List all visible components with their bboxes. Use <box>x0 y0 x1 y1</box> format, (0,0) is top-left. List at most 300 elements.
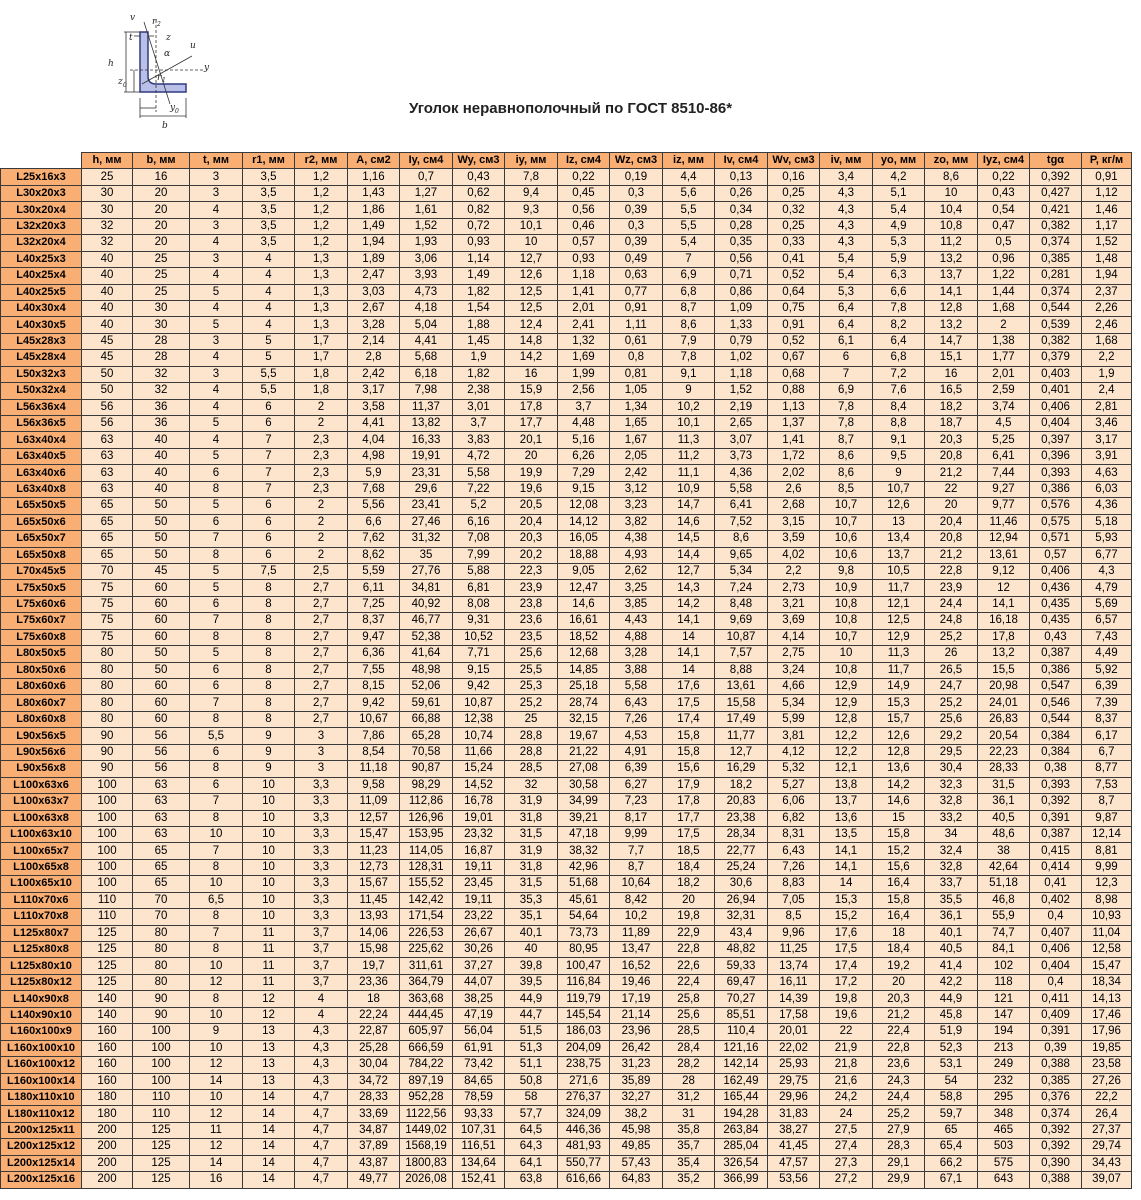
table-cell: 55,9 <box>978 909 1030 925</box>
table-cell: 1,3 <box>295 300 348 316</box>
table-row <box>1 218 1132 234</box>
row-label-cell: L100x65x10 <box>1 876 82 892</box>
table-cell: 9,69 <box>715 613 768 629</box>
row-label-cell: L80x50x5 <box>1 646 82 662</box>
table-cell: 12,9 <box>873 629 925 645</box>
table-cell: 17,7 <box>663 810 715 826</box>
column-header: Iy, см4 <box>400 153 453 169</box>
table-cell: 40,92 <box>400 596 453 612</box>
table-cell: 2,62 <box>610 563 663 579</box>
table-cell: 6,6 <box>348 514 400 530</box>
table-cell: 13,82 <box>400 416 453 432</box>
table-cell: 14 <box>243 1155 295 1171</box>
table-cell: 0,281 <box>1030 268 1082 284</box>
table-cell: 3,73 <box>715 448 768 464</box>
table-cell: 3,7 <box>295 925 348 941</box>
table-cell: 1,8 <box>295 366 348 382</box>
table-cell: 17,7 <box>505 416 558 432</box>
table-cell: 18,88 <box>558 547 610 563</box>
table-cell: 0,392 <box>1030 1139 1082 1155</box>
table-cell: 19,11 <box>453 859 505 875</box>
table-cell: 10,5 <box>873 563 925 579</box>
table-cell: 8,7 <box>820 432 873 448</box>
row-label-cell: L40x30x5 <box>1 317 82 333</box>
table-cell: 0,52 <box>768 268 820 284</box>
table-cell: 63 <box>82 481 133 497</box>
table-cell: 3 <box>295 761 348 777</box>
table-cell: 8,6 <box>663 317 715 333</box>
table-cell: 10,6 <box>820 531 873 547</box>
table-cell: 38,2 <box>610 1106 663 1122</box>
table-cell: 2,81 <box>1082 399 1132 415</box>
table-row <box>1 1172 1132 1188</box>
table-cell: 0,393 <box>1030 465 1082 481</box>
table-cell: 0,28 <box>715 218 768 234</box>
table-row <box>1 629 1132 645</box>
table-cell: 0,392 <box>1030 169 1082 185</box>
table-cell: 3,7 <box>295 942 348 958</box>
table-cell: 60 <box>133 613 190 629</box>
table-cell: 3,3 <box>295 909 348 925</box>
table-row <box>1 1024 1132 1040</box>
table-cell: 25 <box>133 268 190 284</box>
table-cell: 112,86 <box>400 794 453 810</box>
column-header: A, см2 <box>348 153 400 169</box>
table-row <box>1 1040 1132 1056</box>
table-cell: 74,7 <box>978 925 1030 941</box>
row-label-cell: L110x70x8 <box>1 909 82 925</box>
table-cell: 10 <box>243 810 295 826</box>
label-y0: y <box>170 103 176 113</box>
table-cell: 9 <box>873 465 925 481</box>
table-cell: 9,42 <box>453 679 505 695</box>
table-cell: 1,52 <box>715 383 768 399</box>
table-cell: 0,34 <box>715 202 768 218</box>
table-cell: 13,2 <box>978 646 1030 662</box>
table-cell: 10,8 <box>820 662 873 678</box>
table-cell: 3,3 <box>295 892 348 908</box>
table-cell: 11,7 <box>873 662 925 678</box>
table-cell: 14 <box>190 1073 243 1089</box>
table-cell: 2,19 <box>715 399 768 415</box>
table-cell: 5,88 <box>453 563 505 579</box>
table-cell: 17,58 <box>768 1007 820 1023</box>
table-cell: 65 <box>133 876 190 892</box>
table-cell: 20 <box>133 185 190 201</box>
table-cell: 13,6 <box>820 810 873 826</box>
table-cell: 100 <box>133 1040 190 1056</box>
table-cell: 20,4 <box>505 514 558 530</box>
table-cell: 3,83 <box>453 432 505 448</box>
table-cell: 10,87 <box>453 695 505 711</box>
table-cell: 29,6 <box>400 481 453 497</box>
table-cell: 12,14 <box>1082 826 1132 842</box>
table-cell: 60 <box>133 695 190 711</box>
table-cell: 3,85 <box>610 596 663 612</box>
table-cell: 29,9 <box>873 1172 925 1188</box>
table-row <box>1 711 1132 727</box>
table-cell: 4,3 <box>820 202 873 218</box>
table-cell: 4,53 <box>610 728 663 744</box>
table-cell: 4,9 <box>873 218 925 234</box>
row-label-cell: L200x125x16 <box>1 1172 82 1188</box>
table-cell: 14,52 <box>453 777 505 793</box>
table-cell: 40,1 <box>925 925 978 941</box>
table-cell: 134,64 <box>453 1155 505 1171</box>
table-cell: 5,5 <box>243 366 295 382</box>
table-cell: 6,41 <box>715 498 768 514</box>
table-cell: 38,32 <box>558 843 610 859</box>
table-cell: 4,14 <box>768 629 820 645</box>
table-cell: 180 <box>82 1089 133 1105</box>
table-cell: 3,7 <box>295 974 348 990</box>
table-cell: 14 <box>190 1155 243 1171</box>
table-cell: 32 <box>82 218 133 234</box>
table-cell: 4,41 <box>348 416 400 432</box>
table-cell: 4,38 <box>610 531 663 547</box>
table-cell: 4 <box>190 383 243 399</box>
table-cell: 31,5 <box>505 826 558 842</box>
table-cell: 26,83 <box>978 711 1030 727</box>
table-cell: 3,81 <box>768 728 820 744</box>
table-cell: 0,93 <box>558 251 610 267</box>
table-cell: 6 <box>190 662 243 678</box>
table-cell: 1,61 <box>400 202 453 218</box>
table-cell: 2,7 <box>295 711 348 727</box>
table-cell: 10,74 <box>453 728 505 744</box>
table-cell: 0,544 <box>1030 711 1082 727</box>
table-cell: 0,374 <box>1030 235 1082 251</box>
table-cell: 25 <box>82 169 133 185</box>
table-row <box>1 958 1132 974</box>
table-cell: 50 <box>133 531 190 547</box>
table-cell: 3,3 <box>295 777 348 793</box>
table-cell: 9,99 <box>610 826 663 842</box>
table-row <box>1 514 1132 530</box>
table-cell: 40,5 <box>978 810 1030 826</box>
table-cell: 17,4 <box>663 711 715 727</box>
table-cell: 1,69 <box>558 350 610 366</box>
table-cell: 6,41 <box>978 448 1030 464</box>
table-cell: 0,388 <box>1030 1057 1082 1073</box>
table-cell: 5 <box>190 498 243 514</box>
table-cell: 1,22 <box>978 268 1030 284</box>
table-cell: 10,67 <box>348 711 400 727</box>
table-cell: 7,52 <box>715 514 768 530</box>
table-cell: 1,18 <box>558 268 610 284</box>
table-cell: 22,77 <box>715 843 768 859</box>
table-cell: 31,5 <box>505 876 558 892</box>
table-cell: 65 <box>82 547 133 563</box>
table-cell: 3,17 <box>348 383 400 399</box>
table-cell: 60 <box>133 580 190 596</box>
column-header: zo, мм <box>925 153 978 169</box>
table-cell: 3,91 <box>1082 448 1132 464</box>
table-cell: 162,49 <box>715 1073 768 1089</box>
table-cell: 12 <box>978 580 1030 596</box>
table-cell: 25,6 <box>925 711 978 727</box>
table-cell: 2,65 <box>715 416 768 432</box>
table-cell: 0,8 <box>610 350 663 366</box>
table-cell: 481,93 <box>558 1139 610 1155</box>
table-cell: 4 <box>190 432 243 448</box>
row-label-cell: L32x20x4 <box>1 235 82 251</box>
table-cell: 10 <box>243 794 295 810</box>
table-cell: 12,2 <box>820 744 873 760</box>
table-cell: 19,46 <box>610 974 663 990</box>
table-row <box>1 416 1132 432</box>
table-row <box>1 185 1132 201</box>
table-cell: 28 <box>663 1073 715 1089</box>
table-cell: 10,7 <box>820 498 873 514</box>
table-cell: 110 <box>82 892 133 908</box>
table-cell: 9,58 <box>348 777 400 793</box>
table-cell: 1449,02 <box>400 1122 453 1138</box>
label-v: v <box>130 13 136 23</box>
table-cell: 6,03 <box>1082 481 1132 497</box>
table-cell: 50,8 <box>505 1073 558 1089</box>
table-cell: 30,6 <box>715 876 768 892</box>
table-cell: 8,4 <box>873 399 925 415</box>
table-cell: 7 <box>243 432 295 448</box>
table-cell: 0,45 <box>558 185 610 201</box>
table-cell: 14,12 <box>558 514 610 530</box>
table-cell: 35,4 <box>663 1155 715 1171</box>
table-cell: 64,1 <box>505 1155 558 1171</box>
table-cell: 0,79 <box>715 333 768 349</box>
table-cell: 12,94 <box>978 531 1030 547</box>
table-cell: 7 <box>190 613 243 629</box>
table-body <box>1 169 1132 1188</box>
table-cell: 12,3 <box>1082 876 1132 892</box>
table-cell: 7 <box>190 843 243 859</box>
table-cell: 2,73 <box>768 580 820 596</box>
table-cell: 73,73 <box>558 925 610 941</box>
table-cell: 27,2 <box>820 1172 873 1188</box>
table-cell: 17,5 <box>663 695 715 711</box>
table-cell: 28,2 <box>663 1057 715 1073</box>
table-cell: 3,59 <box>768 531 820 547</box>
column-header: t, мм <box>190 153 243 169</box>
table-cell: 23,5 <box>505 629 558 645</box>
table-cell: 14,7 <box>663 498 715 514</box>
table-cell: 1,27 <box>400 185 453 201</box>
table-cell: 80 <box>82 695 133 711</box>
table-cell: 2,68 <box>768 498 820 514</box>
table-cell: 4,7 <box>295 1139 348 1155</box>
table-cell: 38,25 <box>453 991 505 1007</box>
table-cell: 27,9 <box>873 1122 925 1138</box>
table-cell: 153,95 <box>400 826 453 842</box>
table-cell: 3,07 <box>715 432 768 448</box>
table-cell: 16,5 <box>925 383 978 399</box>
label-z0-sub: 0 <box>123 82 127 89</box>
table-cell: 4,36 <box>715 465 768 481</box>
table-cell: 9,47 <box>348 629 400 645</box>
table-cell: 50 <box>133 514 190 530</box>
table-cell: 1,72 <box>768 448 820 464</box>
table-cell: 0,391 <box>1030 810 1082 826</box>
table-cell: 25,5 <box>505 662 558 678</box>
row-label-cell: L75x50x5 <box>1 580 82 596</box>
table-cell: 1,52 <box>1082 235 1132 251</box>
table-cell: 8 <box>190 629 243 645</box>
row-label-cell: L110x70x6 <box>1 892 82 908</box>
table-cell: 11,2 <box>925 235 978 251</box>
table-cell: 15,8 <box>873 892 925 908</box>
table-cell: 5 <box>190 580 243 596</box>
table-cell: 0,546 <box>1030 695 1082 711</box>
table-cell: 2 <box>295 399 348 415</box>
table-cell: 100 <box>82 794 133 810</box>
table-cell: 110 <box>82 909 133 925</box>
table-cell: 49,77 <box>348 1172 400 1188</box>
table-cell: 14,6 <box>663 514 715 530</box>
table-cell: 0,414 <box>1030 859 1082 875</box>
table-cell: 4,49 <box>1082 646 1132 662</box>
row-label-cell: L56x36x4 <box>1 399 82 415</box>
table-cell: 9,5 <box>873 448 925 464</box>
table-cell: 0,57 <box>558 235 610 251</box>
table-cell: 4,02 <box>768 547 820 563</box>
table-cell: 8 <box>190 942 243 958</box>
table-cell: 6,17 <box>1082 728 1132 744</box>
table-cell: 4,2 <box>873 169 925 185</box>
table-cell: 20,4 <box>925 514 978 530</box>
table-cell: 45 <box>133 563 190 579</box>
table-cell: 3,25 <box>610 580 663 596</box>
table-cell: 63 <box>133 794 190 810</box>
table-cell: 1,2 <box>295 235 348 251</box>
table-cell: 11,25 <box>768 942 820 958</box>
table-cell: 7,8 <box>505 169 558 185</box>
table-cell: 12 <box>243 991 295 1007</box>
table-cell: 7 <box>243 465 295 481</box>
table-cell: 40 <box>82 284 133 300</box>
table-cell: 11,89 <box>610 925 663 941</box>
table-cell: 2,42 <box>610 465 663 481</box>
table-cell: 36,1 <box>978 794 1030 810</box>
table-cell: 1,3 <box>295 268 348 284</box>
table-cell: 22,23 <box>978 744 1030 760</box>
table-cell: 51,9 <box>925 1024 978 1040</box>
table-cell: 0,47 <box>978 218 1030 234</box>
table-cell: 19,6 <box>820 1007 873 1023</box>
table-row <box>1 646 1132 662</box>
table-cell: 18,4 <box>873 942 925 958</box>
table-cell: 90 <box>82 761 133 777</box>
table-cell: 20 <box>133 218 190 234</box>
table-cell: 22,8 <box>663 942 715 958</box>
table-cell: 3 <box>190 333 243 349</box>
table-cell: 19,8 <box>663 909 715 925</box>
table-cell: 0,379 <box>1030 350 1082 366</box>
table-cell: 0,82 <box>453 202 505 218</box>
row-label-cell: L63x40x6 <box>1 465 82 481</box>
table-cell: 16,4 <box>873 909 925 925</box>
table-cell: 0,385 <box>1030 251 1082 267</box>
table-cell: 15,9 <box>505 383 558 399</box>
table-cell: 1,49 <box>453 268 505 284</box>
table-cell: 1,52 <box>400 218 453 234</box>
table-cell: 0,396 <box>1030 448 1082 464</box>
table-cell: 19,9 <box>505 465 558 481</box>
table-cell: 326,54 <box>715 1155 768 1171</box>
table-cell: 10 <box>243 777 295 793</box>
table-cell: 10,87 <box>715 629 768 645</box>
table-cell: 0,77 <box>610 284 663 300</box>
table-cell: 0,61 <box>610 333 663 349</box>
table-cell: 2,7 <box>295 580 348 596</box>
table-cell: 200 <box>82 1172 133 1188</box>
table-cell: 32,27 <box>610 1089 663 1105</box>
table-cell: 29,5 <box>925 744 978 760</box>
table-cell: 12,5 <box>505 300 558 316</box>
table-cell: 1,9 <box>1082 366 1132 382</box>
table-cell: 0,386 <box>1030 481 1082 497</box>
label-y: y <box>204 63 210 73</box>
table-row <box>1 350 1132 366</box>
table-cell: 10,8 <box>820 596 873 612</box>
table-cell: 3 <box>295 744 348 760</box>
table-cell: 5,4 <box>820 268 873 284</box>
table-cell: 90 <box>82 728 133 744</box>
table-cell: 2,01 <box>558 300 610 316</box>
table-cell: 1,94 <box>1082 268 1132 284</box>
table-row <box>1 317 1132 333</box>
table-cell: 15,3 <box>873 695 925 711</box>
table-cell: 6,1 <box>820 333 873 349</box>
table-cell: 1,16 <box>348 169 400 185</box>
table-cell: 22,8 <box>873 1040 925 1056</box>
table-cell: 30,58 <box>558 777 610 793</box>
table-cell: 47,18 <box>558 826 610 842</box>
table-cell: 6,3 <box>873 268 925 284</box>
table-cell: 10,52 <box>453 629 505 645</box>
table-cell: 0,43 <box>1030 629 1082 645</box>
table-row <box>1 728 1132 744</box>
table-cell: 5,3 <box>873 235 925 251</box>
table-cell: 27,5 <box>820 1122 873 1138</box>
table-cell: 4,3 <box>820 218 873 234</box>
table-cell: 34 <box>925 826 978 842</box>
table-cell: 16,05 <box>558 531 610 547</box>
table-cell: 10,7 <box>820 629 873 645</box>
table-cell: 17,5 <box>820 942 873 958</box>
table-cell: 0,57 <box>1030 547 1082 563</box>
table-cell: 3,28 <box>348 317 400 333</box>
table-cell: 4,04 <box>348 432 400 448</box>
table-cell: 0,93 <box>453 235 505 251</box>
table-cell: 1,82 <box>453 284 505 300</box>
table-cell: 140 <box>82 1007 133 1023</box>
table-cell: 32 <box>82 235 133 251</box>
table-cell: 3,5 <box>243 218 295 234</box>
table-cell: 8 <box>190 991 243 1007</box>
table-cell: 84,65 <box>453 1073 505 1089</box>
table-cell: 8,5 <box>820 481 873 497</box>
table-cell: 26,5 <box>925 662 978 678</box>
table-cell: 80 <box>82 646 133 662</box>
table-cell: 0,39 <box>610 235 663 251</box>
table-cell: 25,6 <box>505 646 558 662</box>
table-cell: 14,2 <box>505 350 558 366</box>
table-cell: 5 <box>243 350 295 366</box>
column-header: iy, мм <box>505 153 558 169</box>
table-cell: 19,11 <box>453 892 505 908</box>
table-cell: 7,8 <box>663 350 715 366</box>
table-cell: 3,3 <box>295 810 348 826</box>
